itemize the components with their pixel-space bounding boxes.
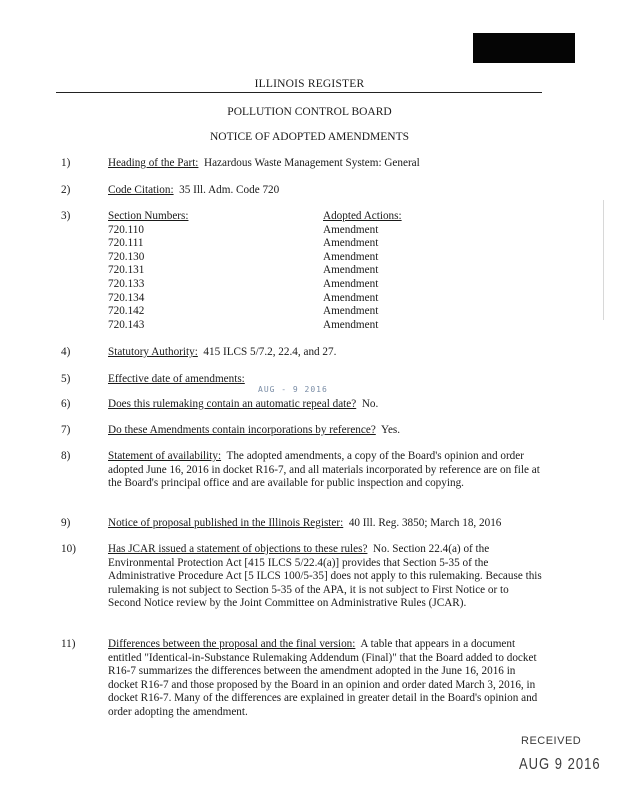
section-number: 720.111 (108, 237, 144, 250)
register-title: ILLINOIS REGISTER (254, 78, 365, 90)
section-number: 720.133 (108, 277, 145, 290)
section-action: Amendment (323, 305, 379, 318)
section-row (108, 264, 544, 278)
section-row (108, 319, 544, 333)
item-number: 11) (61, 638, 76, 650)
section-row (108, 251, 544, 265)
board-title: POLLUTION CONTROL BOARD (227, 106, 392, 118)
section-action: Amendment (323, 291, 379, 304)
item-label: Differences between the proposal and the final version: (108, 638, 356, 650)
item-label: Does this rulemaking contain an automatic repeal date? (108, 398, 357, 410)
item-number: 3) (61, 210, 71, 222)
adopted-actions-header: Adopted Actions: (323, 210, 402, 222)
section-row (108, 278, 544, 292)
section-row (108, 224, 544, 238)
redaction-block (473, 33, 575, 63)
item-number: 7) (61, 424, 71, 436)
item-number: 10) (61, 543, 76, 555)
section-action: Amendment (323, 223, 379, 236)
item-text: 415 ILCS 5/7.2, 22.4, and 27. (203, 346, 337, 358)
item-label: Do these Amendments contain incorporations by reference? (108, 424, 376, 436)
section-row (108, 305, 544, 319)
section-action: Amendment (323, 277, 379, 290)
date-stamp: AUG - 9 2016 (258, 385, 328, 394)
received-date-stamp: AUG 9 2016 (519, 754, 601, 773)
section-number: 720.130 (108, 250, 145, 263)
item-label: Has JCAR issued a statement of objections to these rules? (108, 543, 368, 555)
received-stamp: RECEIVED (521, 735, 582, 747)
item-text: No. Section 22.4(a) of the Environmental Protection Act [415 ILCS 5/22.4(a)] provides that Section 5-35 of the Administrative Procedure Act [5 ILCS 100/5-35] does not apply to this rulemaking. Because this rulemaking is not subject to Section 5-35 of the APA, it is not subject to First Notice or to Second Notice review by the Joint Committee on Administrative Rules (JCAR). (108, 543, 542, 610)
section-row (108, 237, 544, 251)
item-text: The adopted amendments, a copy of the Board's opinion and order adopted June 16, 2016 in docket R16-7, and all materials incorporated by reference are on file at the Board's principal office and are available for public inspection and copying. (108, 450, 540, 490)
item-number: 6) (61, 398, 71, 410)
section-number: 720.142 (108, 305, 145, 318)
item-text: No. (361, 398, 379, 410)
item-label: Statutory Authority: (108, 346, 198, 358)
item-label: Effective date of amendments: (108, 373, 245, 385)
notice-title: NOTICE OF ADOPTED AMENDMENTS (209, 131, 410, 143)
scan-edge-line (603, 200, 604, 320)
item-text: 35 Ill. Adm. Code 720 (179, 184, 280, 196)
section-numbers-header: Section Numbers: (108, 210, 189, 222)
item-label: Code Citation: (108, 184, 174, 196)
item-number: 4) (61, 346, 71, 358)
section-action: Amendment (323, 237, 379, 250)
header-rule (56, 92, 542, 93)
item-text: A table that appears in a document entitled "Identical-in-Substance Rulemaking Addendum (Final)" that the Board added to docket R16-7 summarizes the differences between the amendment adopted in the June 16, 2016 in docket R16-7 and those proposed by the Board in an opinion and order dated March 3, 2016, in docket R16-7. Many of the differences are explained in greater detail in the Board's opinion and order adopting the amendment. (108, 638, 538, 718)
item-number: 2) (61, 184, 71, 196)
section-action: Amendment (323, 318, 379, 331)
section-action: Amendment (323, 264, 379, 277)
section-number: 720.134 (108, 291, 145, 304)
item-text: Hazardous Waste Management System: General (204, 157, 420, 169)
item-label: Statement of availability: (108, 450, 222, 462)
item-label: Heading of the Part: (108, 157, 199, 169)
item-text: 40 Ill. Reg. 3850; March 18, 2016 (348, 517, 502, 529)
section-action: Amendment (323, 250, 379, 263)
section-number: 720.110 (108, 223, 144, 236)
item-number: 5) (61, 373, 71, 385)
item-label: Notice of proposal published in the Illinois Register: (108, 517, 344, 529)
item-number: 8) (61, 450, 71, 462)
item-number: 1) (61, 157, 71, 169)
section-number: 720.143 (108, 318, 145, 331)
section-number: 720.131 (108, 264, 145, 277)
section-row (108, 292, 544, 306)
item-number: 9) (61, 517, 71, 529)
item-text: Yes. (380, 424, 401, 436)
